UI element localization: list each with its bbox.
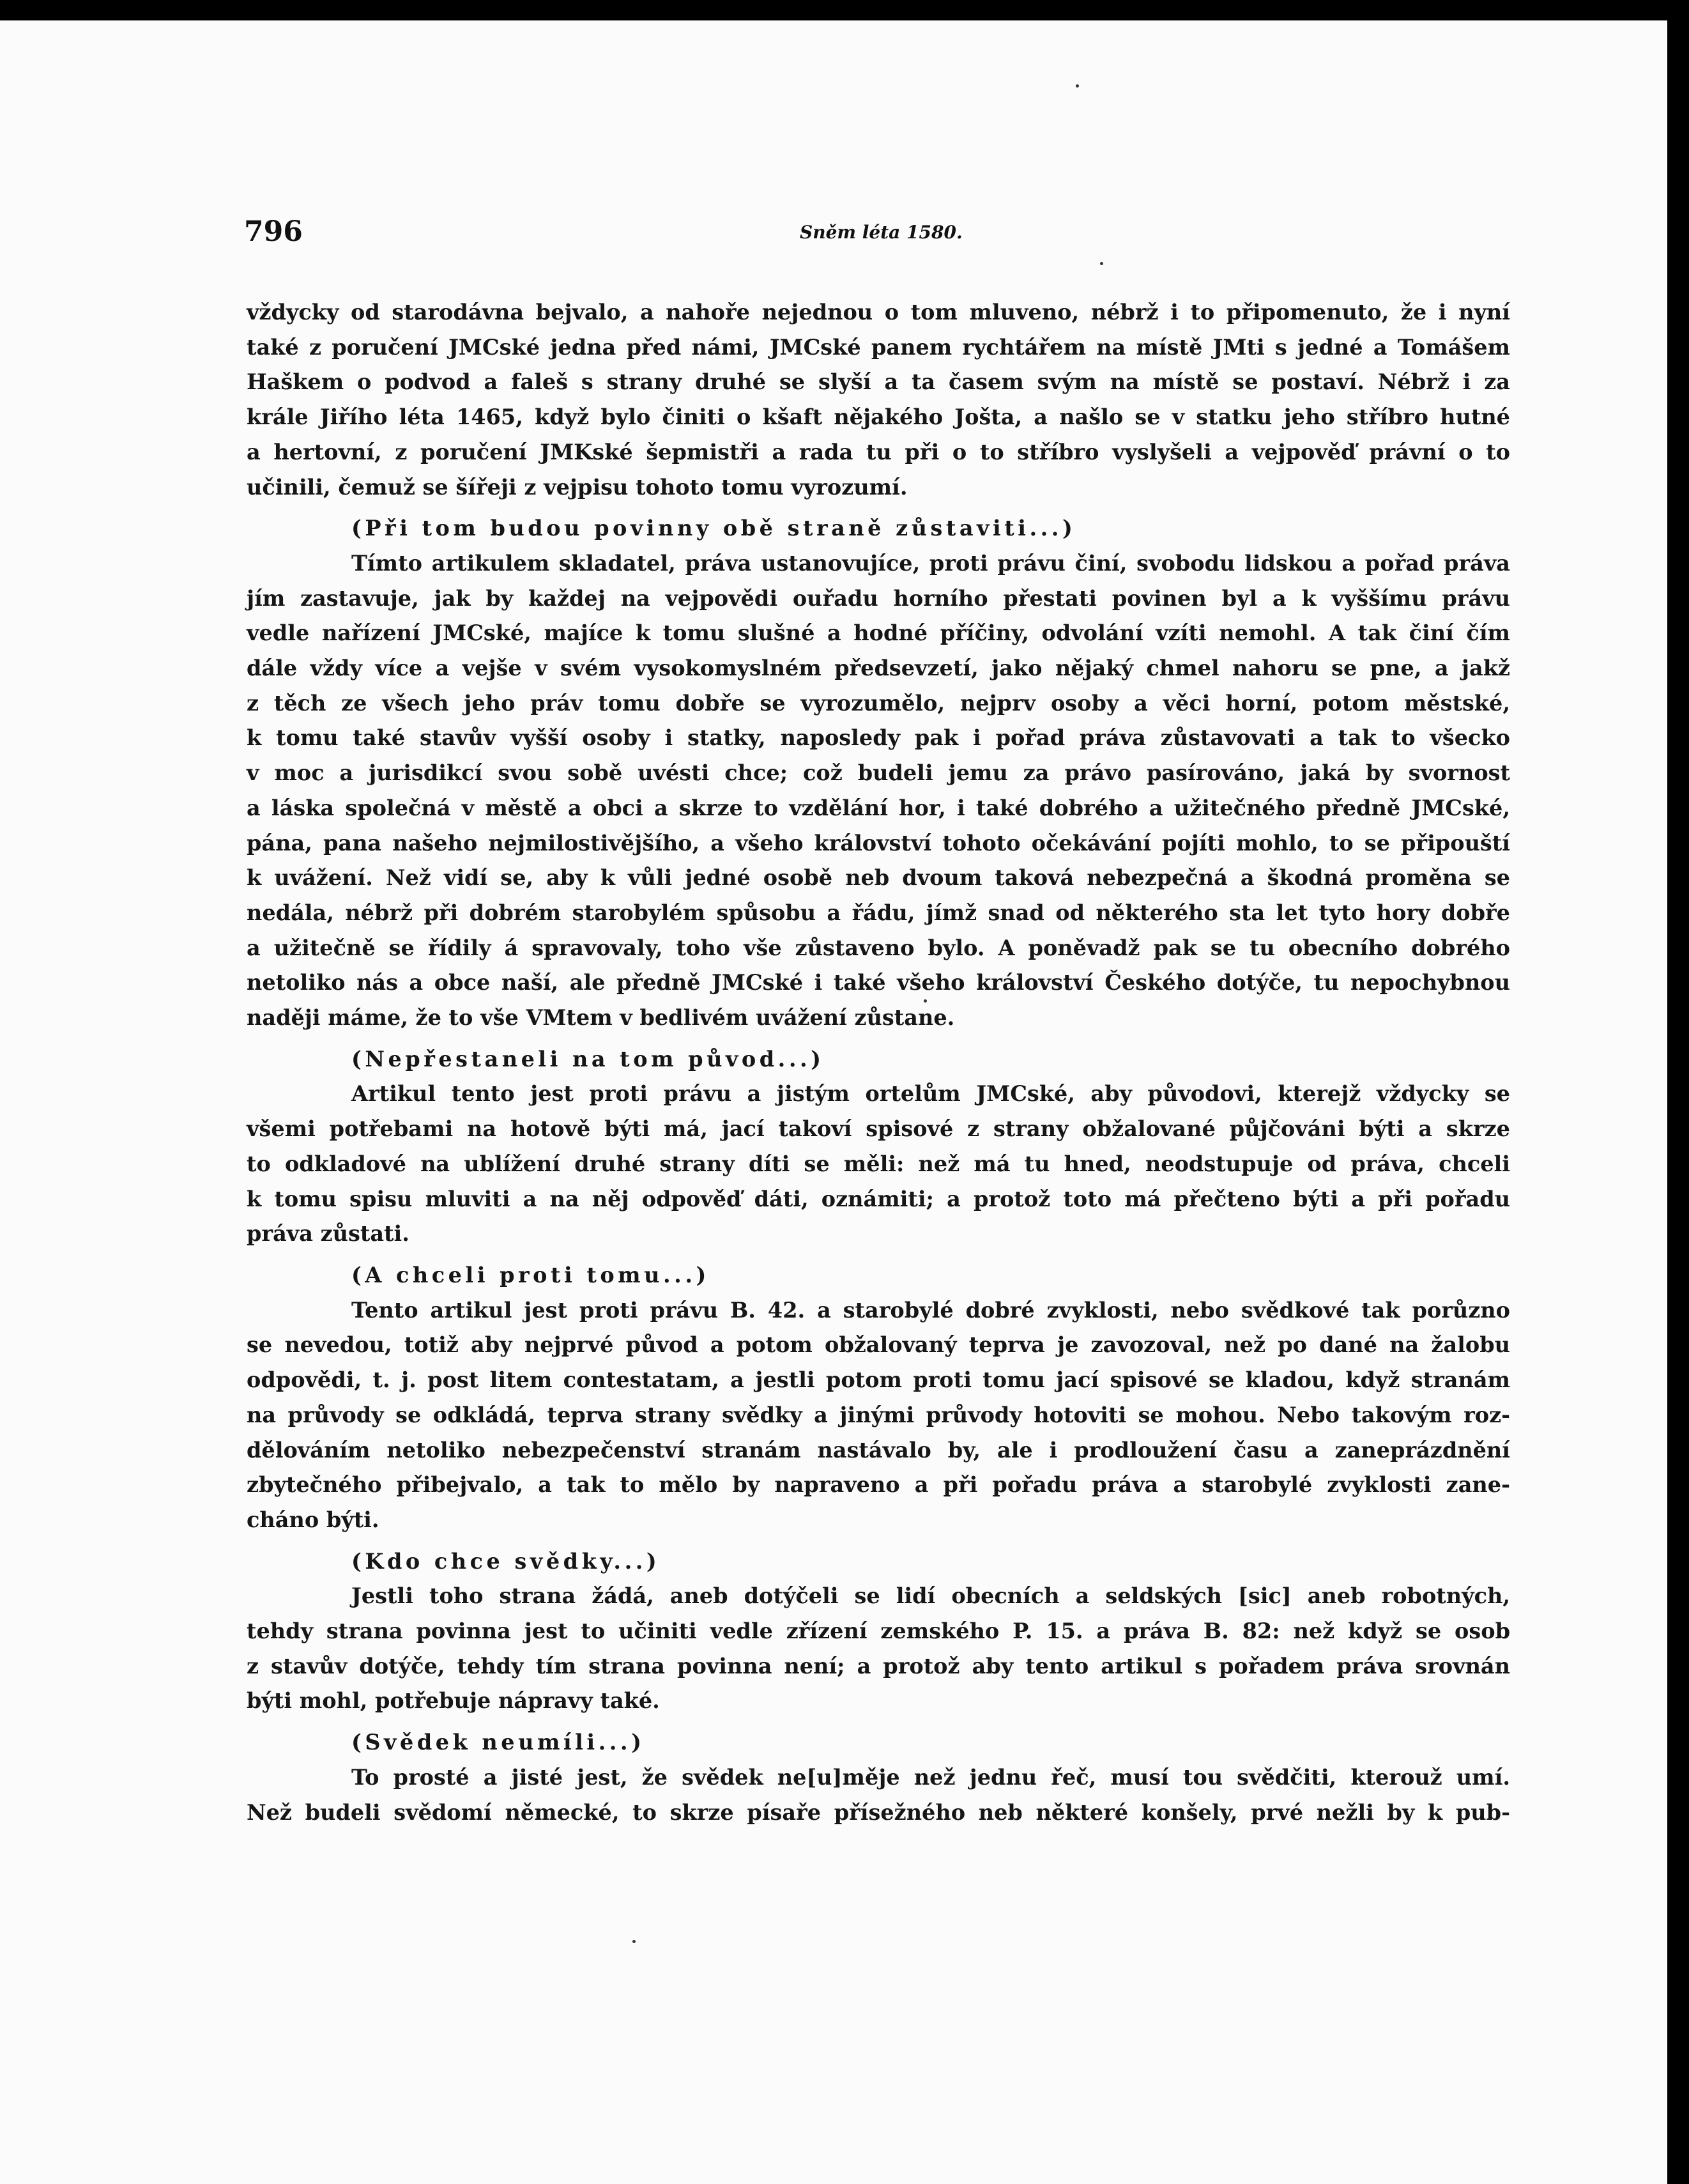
text-line: z těch ze všech jeho práv tomu dobře se vyrozumělo, nejprv osoby a věci horní, potom městské, [247, 690, 1510, 716]
text-line: a užitečně se řídily á spravovaly, toho vše zůstaveno bylo. A poněvadž pak se tu obecního dobrého [247, 935, 1510, 960]
scan-speck [1100, 262, 1103, 265]
text-line: Jestli toho strana žádá, aneb dotýčeli se lidí obecních a seldských [sic] aneb robotných, [351, 1583, 1510, 1609]
text-line: jím zastavuje, jak by každej na vejpovědi ouřadu horního přestati povinen byl a k vyššímu právu [247, 585, 1510, 611]
text-line: učinili, čemuž se šířeji z vejpisu tohoto tomu vyrozumí. [247, 474, 908, 500]
text-line: v moc a jurisdikcí svou sobě uvésti chce; což budeli jemu za právo pasírováno, jaká by svornost [247, 760, 1510, 786]
text-line: také z poručení JMCské jedna před námi, JMCské panem rychtářem na místě JMti s jedné a Tomášem [247, 334, 1510, 360]
scan-speck [632, 1940, 636, 1943]
section-lemma: (Kdo chce svědky...) [351, 1548, 661, 1574]
text-line: k tomu spisu mluviti a na něj odpověď dáti, oznámiti; a protož toto má přečteno býti a při pořadu [247, 1186, 1510, 1211]
scan-speck [1076, 84, 1079, 88]
text-line: naději máme, že to vše VMtem v bedlivém uvážení zůstane. [247, 1005, 955, 1031]
text-line: z stavův dotýče, tehdy tím strana povinna není; a protož aby tento artikul s pořadem práva srovnán [247, 1653, 1510, 1679]
text-line: nedála, nébrž při dobrém starobylém spůsobu a řádu, jímž snad od některého sta let tyto hory dobře [247, 900, 1510, 925]
text-line: odpovědi, t. j. post litem contestatam, a jestli potom proti tomu jací spisové se kladou, když stranám [247, 1367, 1510, 1393]
page-header [244, 215, 1477, 254]
text-line: krále Jiřího léta 1465, když bylo činiti o kšaft nějakého Jošta, a našlo se v statku jeho stříbro hutné [247, 404, 1510, 430]
text-line: to odkladové na ublížení druhé strany díti se měli: než má tu hned, neodstupuje od práva, chceli [247, 1151, 1510, 1176]
text-line: Artikul tento jest proti právu a jistým ortelům JMCské, aby původovi, kterejž vždycky se [351, 1081, 1510, 1107]
page-number: 796 [244, 215, 303, 248]
text-line: cháno býti. [247, 1507, 379, 1532]
text-line: a láska společná v městě a obci a skrze to vzdělání hor, i také dobrého a užitečného předně JMCské, [247, 795, 1510, 820]
section-lemma: (Nepřestaneli na tom původ...) [351, 1046, 825, 1072]
text-line: všemi potřebami na hotově býti má, jací takoví spisové z strany obžalované půjčováni býti a skrze [247, 1116, 1510, 1142]
text-line: na průvody se odkládá, teprva strany svědky a jinými průvody hotoviti se mohou. Nebo takovým roz- [247, 1402, 1510, 1427]
text-line: zbytečného přibejvalo, a tak to mělo by napraveno a při pořadu práva a starobylé zvyklosti zane- [247, 1472, 1510, 1498]
text-line: Než budeli svědomí německé, to skrze písaře přísežného neb některé konšely, prvé nežli by k pub- [247, 1799, 1510, 1825]
text-line: To prosté a jisté jest, že svědek ne[u]měje než jednu řeč, musí tou svědčiti, kterouž umí. [351, 1764, 1510, 1790]
section-lemma: (Svědek neumíli...) [351, 1730, 645, 1755]
text-line: dále vždy více a vejše v svém vysokomyslném předsevzetí, jako nějaký chmel nahoru se pne, a jakž [247, 656, 1510, 681]
text-line: vedle nařízení JMCské, majíce k tomu slušné a hodné příčiny, odvolání vzíti nemohl. A tak činí čím [247, 620, 1510, 646]
text-line: tehdy strana povinna jest to učiniti vedle zřízení zemského P. 15. a práva B. 82: než když se osob [247, 1619, 1510, 1644]
scanned-page [0, 20, 1667, 2184]
section-lemma: (A chceli proti tomu...) [351, 1262, 710, 1288]
text-line: k uvážení. Než vidí se, aby k vůli jedné osobě neb dvoum taková nebezpečná a škodná proměna se [247, 865, 1510, 891]
document-text [247, 295, 1510, 1830]
text-line: a hertovní, z poručení JMKské šepmistři a rada tu při o to stříbro vyslyšeli a vejpověď právní o to [247, 439, 1510, 465]
text-line: netoliko nás a obce naší, ale předně JMCské i také všeho království Českého dotýče, tu nepochybnou [247, 970, 1510, 996]
text-line: vždycky od starodávna bejvalo, a nahoře nejednou o tom mluveno, nébrž i to připomenuto, že i nyní [247, 300, 1510, 325]
text-line: se nevedou, totiž aby nejprvé původ a potom obžalovaný teprva je zavozoval, než po dané na žalobu [247, 1332, 1510, 1358]
text-line: Tímto artikulem skladatel, práva ustanovujíce, proti právu činí, svobodu lidskou a pořad práva [351, 550, 1510, 576]
text-line: Haškem o podvod a faleš s strany druhé se slyší a ta časem svým na místě se postaví. Nébrž i za [247, 369, 1510, 395]
scan-speck [924, 999, 927, 1003]
text-line: pána, pana našeho nejmilostivějšího, a všeho království tohoto očekávání pojíti mohlo, to se připouští [247, 830, 1510, 856]
text-line: k tomu také stavův vyšší osoby i statky, naposledy pak i pořad práva zůstavovati a tak to všecko [247, 725, 1510, 751]
running-title: Sněm léta 1580. [800, 222, 963, 243]
text-line: býti mohl, potřebuje nápravy také. [247, 1688, 660, 1714]
section-lemma: (Při tom budou povinny obě straně zůstaviti...) [351, 516, 1076, 541]
text-line: dělováním netoliko nebezpečenství stranám nastávalo by, ale i prodloužení času a zaneprázdnění [247, 1437, 1510, 1463]
text-line: práva zůstati. [247, 1221, 409, 1247]
text-line: Tento artikul jest proti právu B. 42. a starobylé dobré zvyklosti, nebo svědkové tak porůzno [351, 1297, 1510, 1323]
